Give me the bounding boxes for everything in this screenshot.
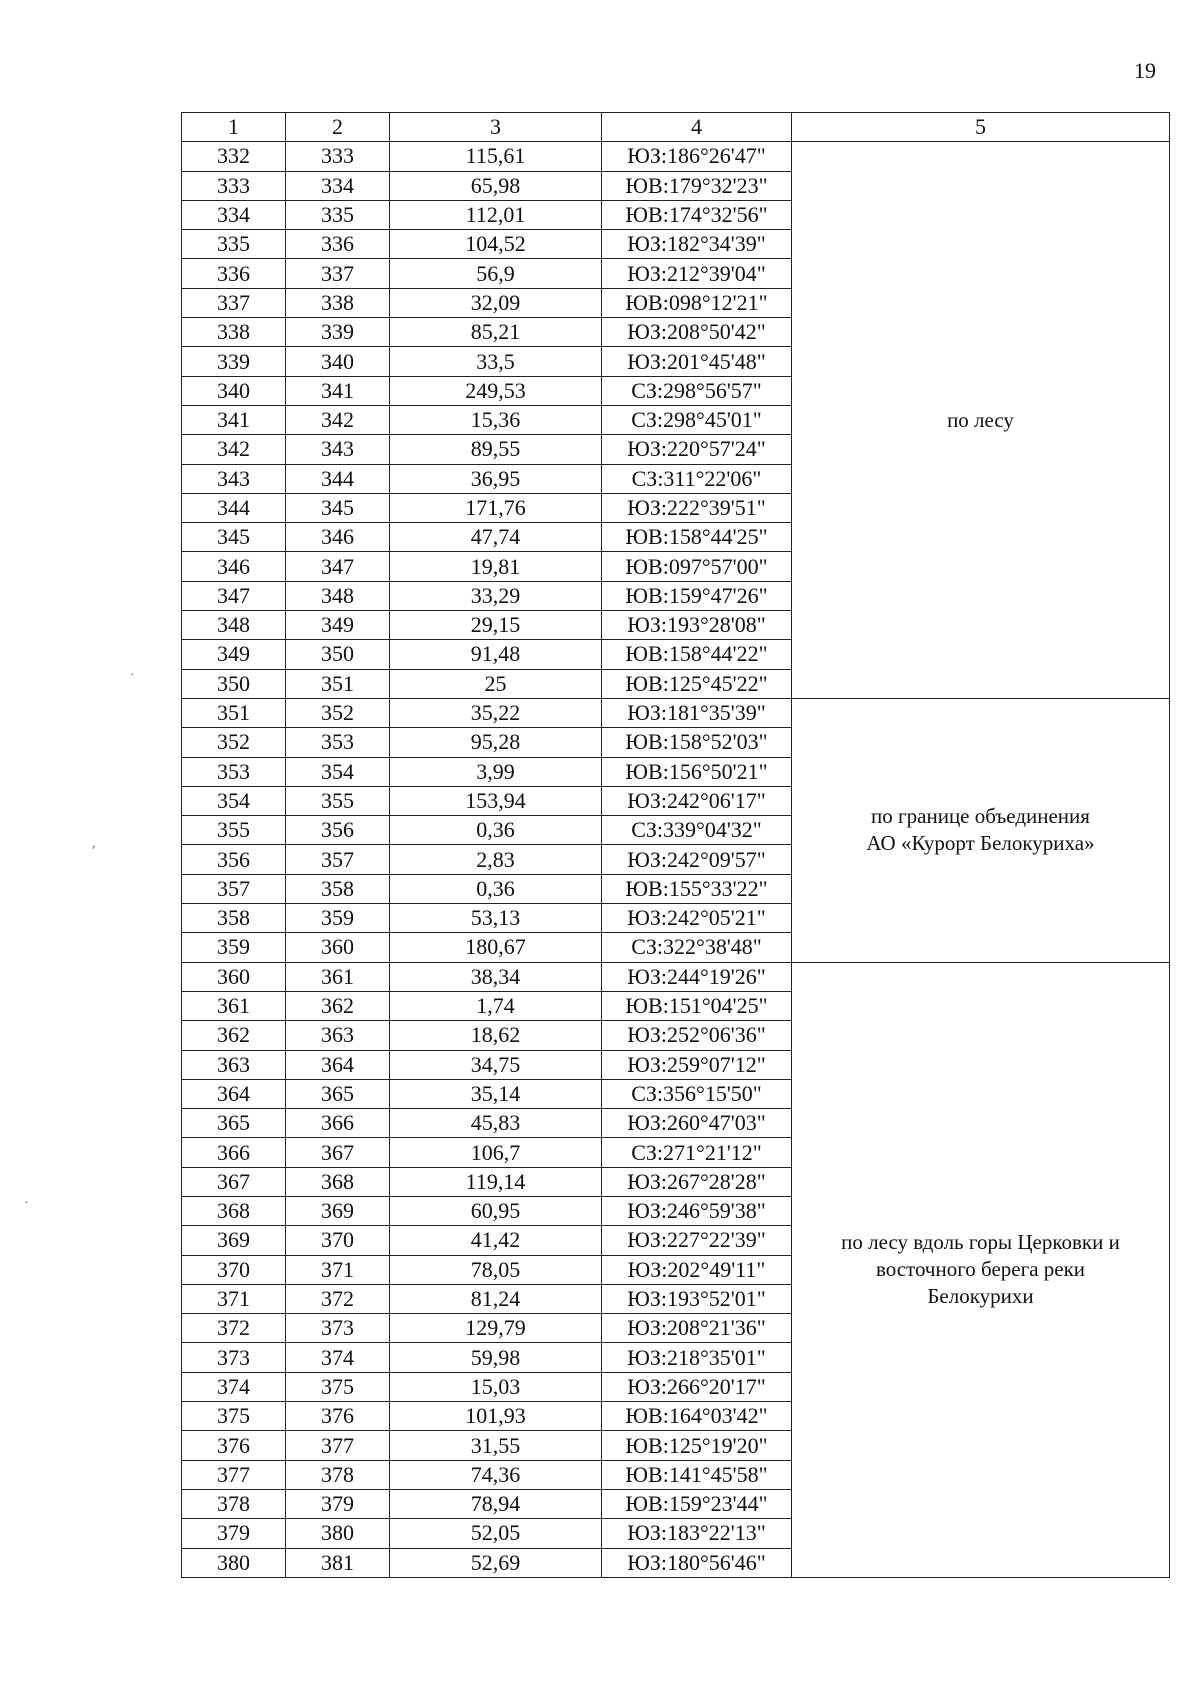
- boundary-description-cell: [792, 962, 1170, 1577]
- column-header: 2: [286, 113, 390, 142]
- page-number: 19: [1134, 58, 1156, 83]
- distance-cell: 81,24: [390, 1284, 602, 1313]
- point-from-cell: 337: [182, 288, 286, 317]
- column-header: 4: [602, 113, 792, 142]
- bearing-cell: СЗ:298°56'57": [602, 376, 792, 405]
- boundary-description-cell: [792, 698, 1170, 962]
- distance-cell: 29,15: [390, 611, 602, 640]
- distance-cell: 112,01: [390, 200, 602, 229]
- bearing-cell: ЮВ:159°47'26": [602, 581, 792, 610]
- bearing-cell: ЮЗ:183°22'13": [602, 1519, 792, 1548]
- bearing-cell: ЮЗ:180°56'46": [602, 1548, 792, 1577]
- point-from-cell: 336: [182, 259, 286, 288]
- point-to-cell: 365: [286, 1079, 390, 1108]
- distance-cell: 60,95: [390, 1196, 602, 1225]
- point-to-cell: 347: [286, 552, 390, 581]
- distance-cell: 33,29: [390, 581, 602, 610]
- bearing-cell: ЮВ:098°12'21": [602, 288, 792, 317]
- bearing-cell: ЮВ:174°32'56": [602, 200, 792, 229]
- point-from-cell: 367: [182, 1167, 286, 1196]
- distance-cell: 31,55: [390, 1431, 602, 1460]
- point-from-cell: 353: [182, 757, 286, 786]
- point-to-cell: 362: [286, 991, 390, 1020]
- point-to-cell: 371: [286, 1255, 390, 1284]
- bearing-cell: ЮВ:159°23'44": [602, 1489, 792, 1518]
- distance-cell: 35,14: [390, 1079, 602, 1108]
- bearing-cell: СЗ:271°21'12": [602, 1138, 792, 1167]
- distance-cell: 180,67: [390, 933, 602, 962]
- point-to-cell: 364: [286, 1050, 390, 1079]
- distance-cell: 45,83: [390, 1109, 602, 1138]
- point-to-cell: 350: [286, 640, 390, 669]
- point-from-cell: 343: [182, 464, 286, 493]
- point-from-cell: 335: [182, 230, 286, 259]
- description-line: Белокурихи: [927, 1284, 1034, 1309]
- point-from-cell: 370: [182, 1255, 286, 1284]
- distance-cell: 32,09: [390, 288, 602, 317]
- point-to-cell: 355: [286, 786, 390, 815]
- description-line: по лесу вдоль горы Церковки и: [841, 1230, 1120, 1255]
- bearing-cell: ЮВ:164°03'42": [602, 1402, 792, 1431]
- bearing-cell: СЗ:356°15'50": [602, 1079, 792, 1108]
- bearing-cell: ЮВ:158°44'22": [602, 640, 792, 669]
- point-from-cell: 340: [182, 376, 286, 405]
- header-row: [182, 113, 1170, 142]
- bearing-cell: ЮЗ:193°52'01": [602, 1284, 792, 1313]
- distance-cell: 53,13: [390, 904, 602, 933]
- distance-cell: 101,93: [390, 1402, 602, 1431]
- point-to-cell: 358: [286, 874, 390, 903]
- description-line: восточного берега реки: [875, 1257, 1086, 1282]
- point-from-cell: 368: [182, 1196, 286, 1225]
- point-to-cell: 348: [286, 581, 390, 610]
- distance-cell: 119,14: [390, 1167, 602, 1196]
- bearing-cell: ЮВ:125°19'20": [602, 1431, 792, 1460]
- point-from-cell: 333: [182, 171, 286, 200]
- point-to-cell: 357: [286, 845, 390, 874]
- bearing-cell: ЮВ:097°57'00": [602, 552, 792, 581]
- bearing-cell: ЮЗ:242°05'21": [602, 904, 792, 933]
- bearing-cell: ЮЗ:218°35'01": [602, 1343, 792, 1372]
- bearing-cell: ЮВ:158°52'03": [602, 728, 792, 757]
- point-to-cell: 376: [286, 1402, 390, 1431]
- boundary-table: [181, 112, 1170, 1578]
- point-from-cell: 362: [182, 1021, 286, 1050]
- distance-cell: 18,62: [390, 1021, 602, 1050]
- point-to-cell: 361: [286, 962, 390, 991]
- bearing-cell: ЮЗ:193°28'08": [602, 611, 792, 640]
- bearing-cell: ЮЗ:202°49'11": [602, 1255, 792, 1284]
- point-to-cell: 352: [286, 698, 390, 727]
- bearing-cell: ЮЗ:201°45'48": [602, 347, 792, 376]
- point-from-cell: 379: [182, 1519, 286, 1548]
- point-from-cell: 360: [182, 962, 286, 991]
- point-to-cell: 354: [286, 757, 390, 786]
- distance-cell: 65,98: [390, 171, 602, 200]
- scan-speck: ·: [130, 668, 135, 683]
- bearing-cell: ЮВ:156°50'21": [602, 757, 792, 786]
- point-from-cell: 378: [182, 1489, 286, 1518]
- bearing-cell: ЮЗ:182°34'39": [602, 230, 792, 259]
- distance-cell: 2,83: [390, 845, 602, 874]
- point-to-cell: 353: [286, 728, 390, 757]
- point-from-cell: 344: [182, 493, 286, 522]
- point-to-cell: 374: [286, 1343, 390, 1372]
- distance-cell: 56,9: [390, 259, 602, 288]
- point-to-cell: 345: [286, 493, 390, 522]
- distance-cell: 25: [390, 669, 602, 698]
- point-from-cell: 352: [182, 728, 286, 757]
- bearing-cell: ЮЗ:208°50'42": [602, 318, 792, 347]
- bearing-cell: ЮЗ:208°21'36": [602, 1314, 792, 1343]
- table-row: [182, 142, 1170, 171]
- distance-cell: 15,03: [390, 1372, 602, 1401]
- point-to-cell: 351: [286, 669, 390, 698]
- distance-cell: 3,99: [390, 757, 602, 786]
- point-to-cell: 360: [286, 933, 390, 962]
- column-header: 1: [182, 113, 286, 142]
- bearing-cell: ЮЗ:181°35'39": [602, 698, 792, 727]
- point-from-cell: 339: [182, 347, 286, 376]
- point-from-cell: 342: [182, 435, 286, 464]
- point-from-cell: 348: [182, 611, 286, 640]
- point-to-cell: 373: [286, 1314, 390, 1343]
- bearing-cell: ЮЗ:222°39'51": [602, 493, 792, 522]
- point-to-cell: 366: [286, 1109, 390, 1138]
- column-header: 5: [792, 113, 1170, 142]
- distance-cell: 95,28: [390, 728, 602, 757]
- bearing-cell: ЮЗ:242°09'57": [602, 845, 792, 874]
- bearing-cell: СЗ:322°38'48": [602, 933, 792, 962]
- point-to-cell: 343: [286, 435, 390, 464]
- table-row: [182, 698, 1170, 727]
- point-to-cell: 381: [286, 1548, 390, 1577]
- point-from-cell: 354: [182, 786, 286, 815]
- distance-cell: 19,81: [390, 552, 602, 581]
- table-row: [182, 962, 1170, 991]
- bearing-cell: СЗ:311°22'06": [602, 464, 792, 493]
- bearing-cell: ЮЗ:259°07'12": [602, 1050, 792, 1079]
- point-from-cell: 359: [182, 933, 286, 962]
- point-from-cell: 376: [182, 1431, 286, 1460]
- point-to-cell: 378: [286, 1460, 390, 1489]
- point-to-cell: 342: [286, 405, 390, 434]
- distance-cell: 74,36: [390, 1460, 602, 1489]
- distance-cell: 35,22: [390, 698, 602, 727]
- description-line: по лесу: [947, 407, 1014, 432]
- point-from-cell: 366: [182, 1138, 286, 1167]
- point-from-cell: 349: [182, 640, 286, 669]
- point-from-cell: 363: [182, 1050, 286, 1079]
- point-to-cell: 336: [286, 230, 390, 259]
- point-from-cell: 347: [182, 581, 286, 610]
- point-from-cell: 380: [182, 1548, 286, 1577]
- distance-cell: 52,05: [390, 1519, 602, 1548]
- point-from-cell: 341: [182, 405, 286, 434]
- point-to-cell: 339: [286, 318, 390, 347]
- point-from-cell: 369: [182, 1226, 286, 1255]
- column-header: 3: [390, 113, 602, 142]
- distance-cell: 249,53: [390, 376, 602, 405]
- scan-speck: ·: [24, 1196, 29, 1211]
- point-to-cell: 377: [286, 1431, 390, 1460]
- distance-cell: 38,34: [390, 962, 602, 991]
- distance-cell: 104,52: [390, 230, 602, 259]
- point-to-cell: 346: [286, 523, 390, 552]
- description-line: по границе объединения: [871, 804, 1090, 829]
- distance-cell: 129,79: [390, 1314, 602, 1343]
- table-body: [182, 142, 1170, 1578]
- point-from-cell: 345: [182, 523, 286, 552]
- point-from-cell: 371: [182, 1284, 286, 1313]
- point-to-cell: 363: [286, 1021, 390, 1050]
- point-from-cell: 372: [182, 1314, 286, 1343]
- distance-cell: 41,42: [390, 1226, 602, 1255]
- distance-cell: 33,5: [390, 347, 602, 376]
- distance-cell: 106,7: [390, 1138, 602, 1167]
- bearing-cell: ЮЗ:252°06'36": [602, 1021, 792, 1050]
- point-from-cell: 332: [182, 142, 286, 171]
- description-line: АО «Курорт Белокуриха»: [866, 831, 1095, 856]
- point-from-cell: 374: [182, 1372, 286, 1401]
- bearing-cell: ЮВ:155°33'22": [602, 874, 792, 903]
- distance-cell: 59,98: [390, 1343, 602, 1372]
- point-to-cell: 333: [286, 142, 390, 171]
- point-from-cell: 355: [182, 816, 286, 845]
- distance-cell: 78,05: [390, 1255, 602, 1284]
- bearing-cell: ЮЗ:267°28'28": [602, 1167, 792, 1196]
- point-to-cell: 380: [286, 1519, 390, 1548]
- distance-cell: 85,21: [390, 318, 602, 347]
- bearing-cell: СЗ:339°04'32": [602, 816, 792, 845]
- point-to-cell: 344: [286, 464, 390, 493]
- distance-cell: 0,36: [390, 874, 602, 903]
- bearing-cell: ЮЗ:186°26'47": [602, 142, 792, 171]
- bearing-cell: ЮЗ:260°47'03": [602, 1109, 792, 1138]
- scan-speck: ,: [92, 836, 96, 851]
- point-to-cell: 338: [286, 288, 390, 317]
- point-from-cell: 358: [182, 904, 286, 933]
- point-to-cell: 359: [286, 904, 390, 933]
- bearing-cell: ЮЗ:227°22'39": [602, 1226, 792, 1255]
- point-from-cell: 356: [182, 845, 286, 874]
- distance-cell: 115,61: [390, 142, 602, 171]
- point-from-cell: 365: [182, 1109, 286, 1138]
- point-to-cell: 337: [286, 259, 390, 288]
- point-to-cell: 356: [286, 816, 390, 845]
- bearing-cell: ЮЗ:212°39'04": [602, 259, 792, 288]
- bearing-cell: ЮВ:141°45'58": [602, 1460, 792, 1489]
- point-to-cell: 367: [286, 1138, 390, 1167]
- point-from-cell: 338: [182, 318, 286, 347]
- bearing-cell: ЮЗ:244°19'26": [602, 962, 792, 991]
- boundary-description-cell: [792, 142, 1170, 699]
- point-to-cell: 334: [286, 171, 390, 200]
- distance-cell: 34,75: [390, 1050, 602, 1079]
- point-to-cell: 349: [286, 611, 390, 640]
- point-to-cell: 379: [286, 1489, 390, 1518]
- point-to-cell: 375: [286, 1372, 390, 1401]
- distance-cell: 89,55: [390, 435, 602, 464]
- point-to-cell: 368: [286, 1167, 390, 1196]
- bearing-cell: ЮЗ:266°20'17": [602, 1372, 792, 1401]
- bearing-cell: ЮВ:179°32'23": [602, 171, 792, 200]
- distance-cell: 153,94: [390, 786, 602, 815]
- point-to-cell: 369: [286, 1196, 390, 1225]
- bearing-cell: ЮВ:125°45'22": [602, 669, 792, 698]
- bearing-cell: ЮВ:151°04'25": [602, 991, 792, 1020]
- bearing-cell: ЮЗ:220°57'24": [602, 435, 792, 464]
- point-from-cell: 373: [182, 1343, 286, 1372]
- point-from-cell: 375: [182, 1402, 286, 1431]
- distance-cell: 91,48: [390, 640, 602, 669]
- point-to-cell: 340: [286, 347, 390, 376]
- point-from-cell: 350: [182, 669, 286, 698]
- point-from-cell: 364: [182, 1079, 286, 1108]
- point-to-cell: 341: [286, 376, 390, 405]
- point-to-cell: 335: [286, 200, 390, 229]
- distance-cell: 1,74: [390, 991, 602, 1020]
- point-to-cell: 372: [286, 1284, 390, 1313]
- bearing-cell: ЮВ:158°44'25": [602, 523, 792, 552]
- bearing-cell: ЮЗ:242°06'17": [602, 786, 792, 815]
- point-to-cell: 370: [286, 1226, 390, 1255]
- point-from-cell: 361: [182, 991, 286, 1020]
- bearing-cell: СЗ:298°45'01": [602, 405, 792, 434]
- distance-cell: 47,74: [390, 523, 602, 552]
- bearing-cell: ЮЗ:246°59'38": [602, 1196, 792, 1225]
- point-from-cell: 377: [182, 1460, 286, 1489]
- point-from-cell: 346: [182, 552, 286, 581]
- distance-cell: 52,69: [390, 1548, 602, 1577]
- point-from-cell: 357: [182, 874, 286, 903]
- distance-cell: 36,95: [390, 464, 602, 493]
- point-from-cell: 334: [182, 200, 286, 229]
- distance-cell: 171,76: [390, 493, 602, 522]
- distance-cell: 78,94: [390, 1489, 602, 1518]
- distance-cell: 15,36: [390, 405, 602, 434]
- distance-cell: 0,36: [390, 816, 602, 845]
- point-from-cell: 351: [182, 698, 286, 727]
